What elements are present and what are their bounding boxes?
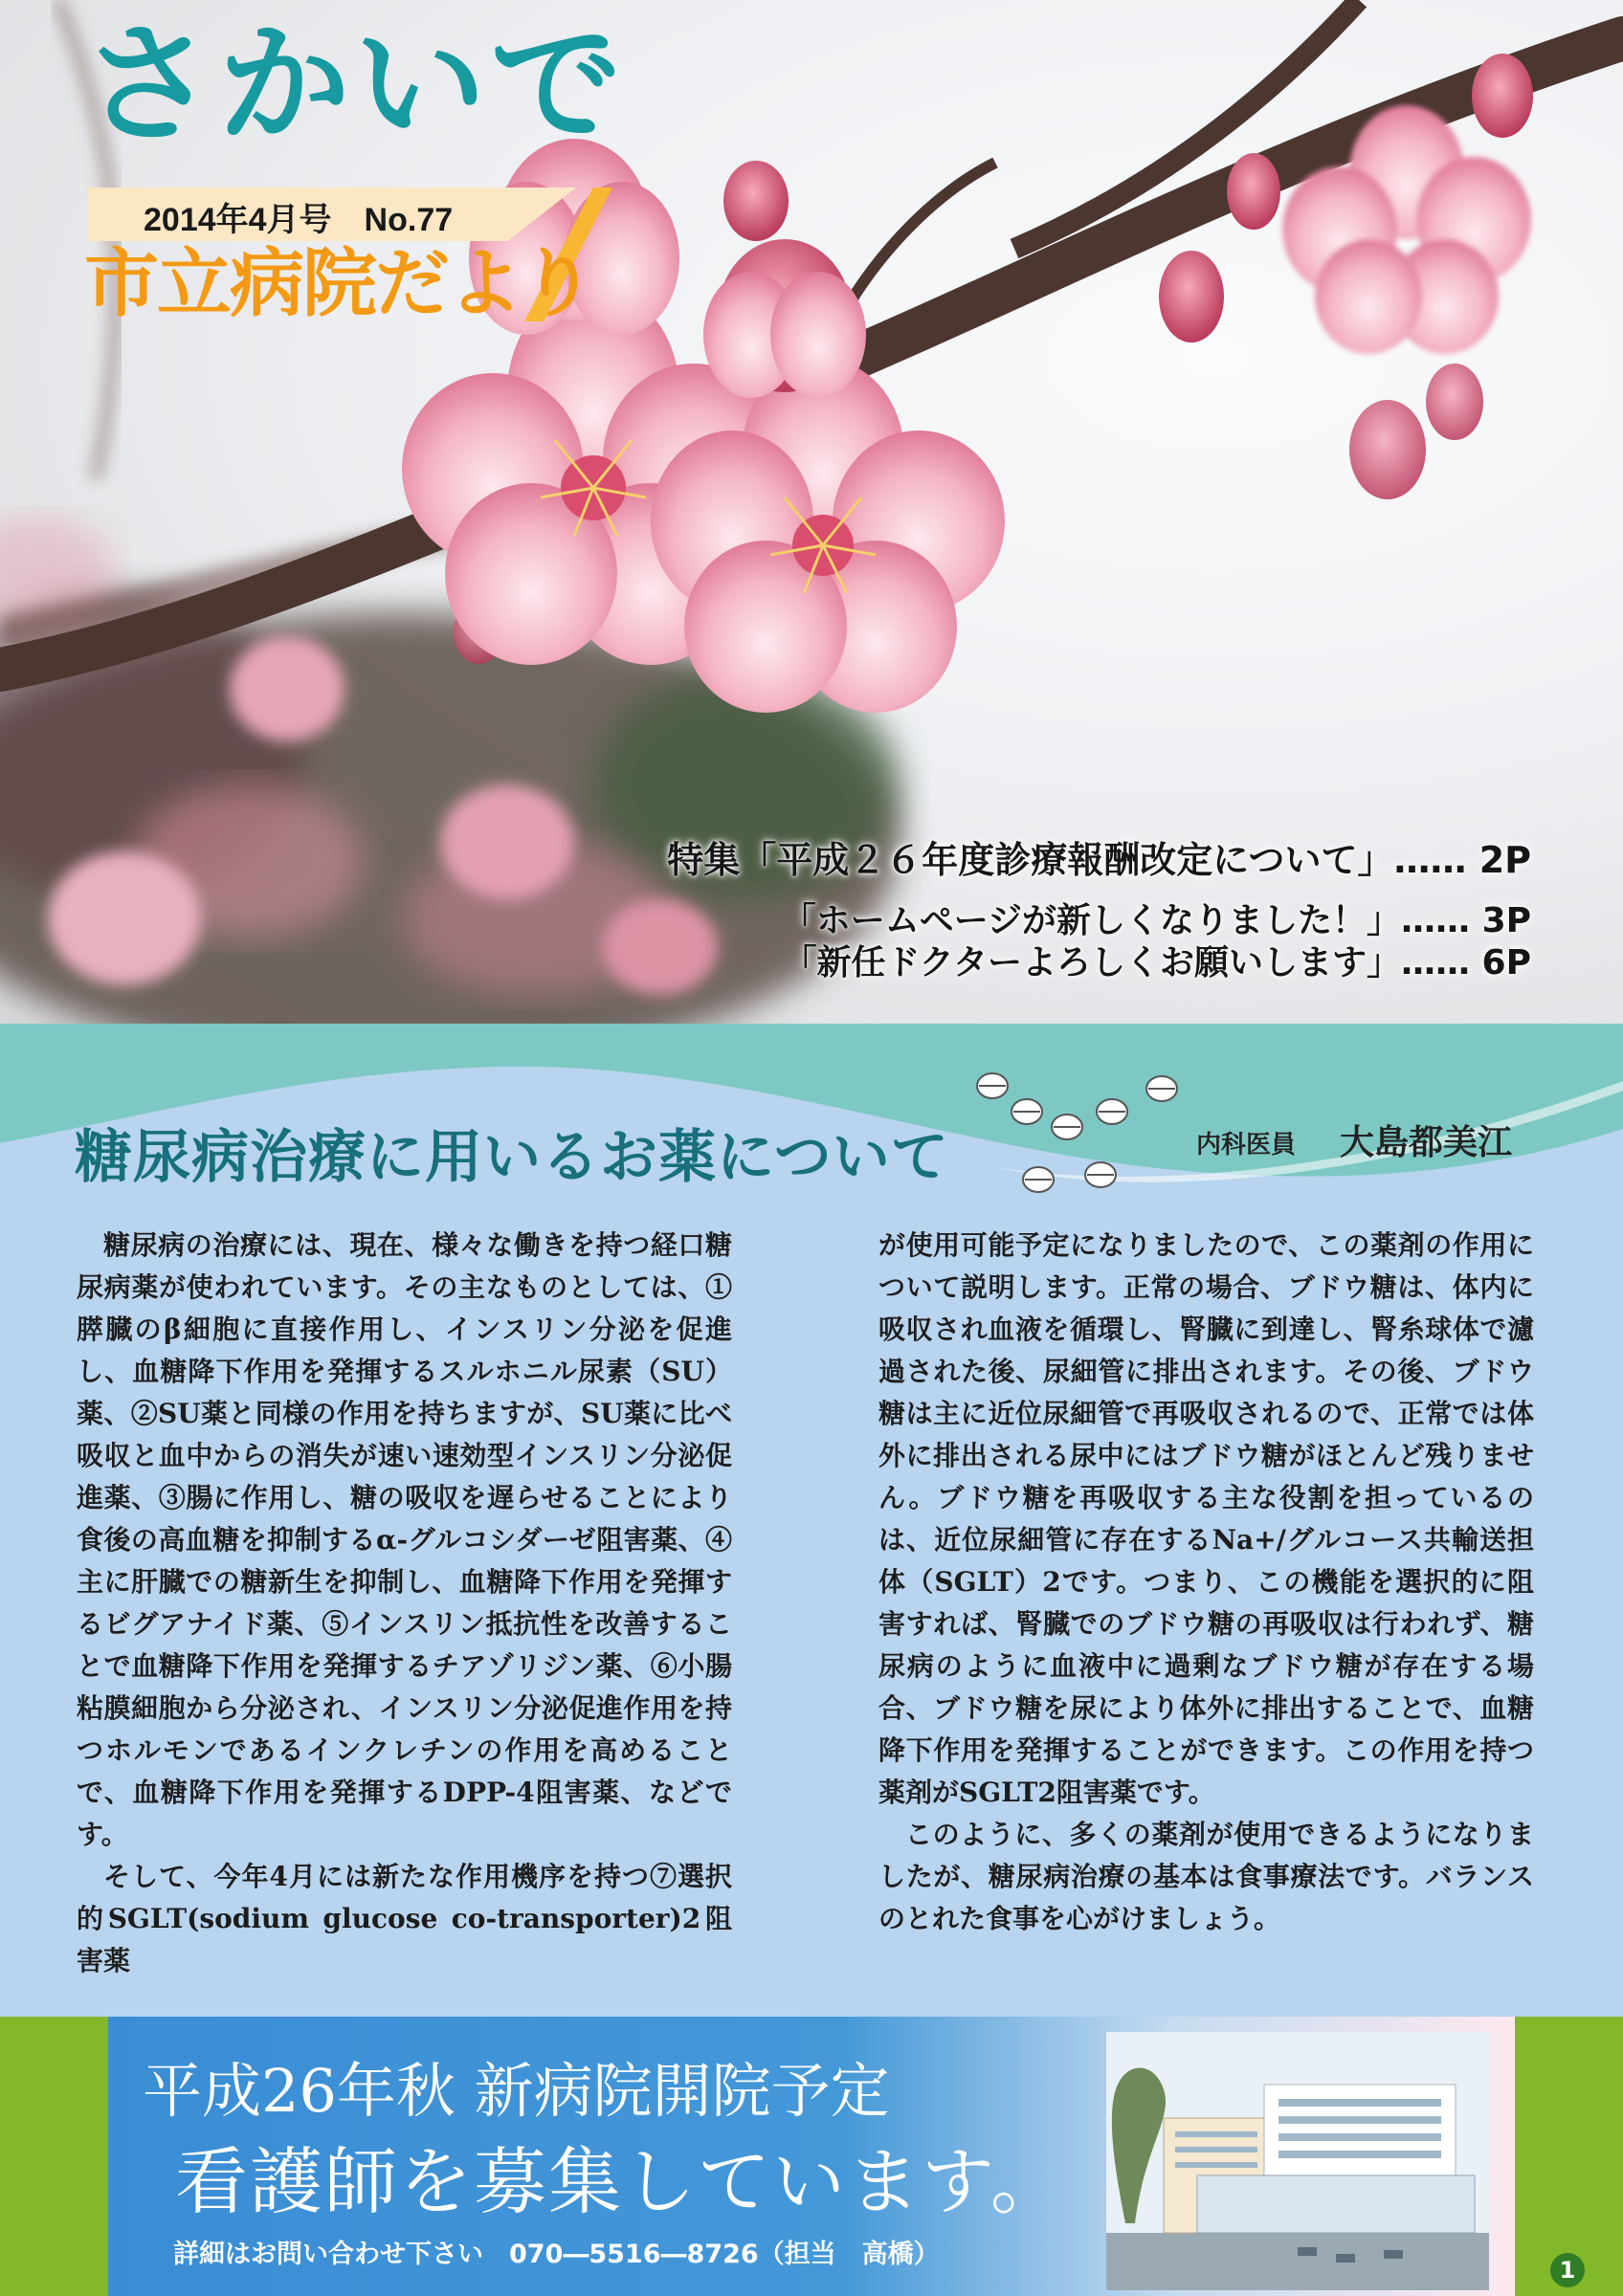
article-paragraph: このように、多くの薬剤が使用できるようになりましたが、糖尿病治療の基本は食事療法です。バランスのとれた食事を心がけましょう。: [878, 1819, 1534, 1934]
article-paragraph: が使用可能予定になりましたので、この薬剤の作用について説明します。正常の場合、ブドウ糖は、体内に吸収され血液を循環し、腎臓に到達し、腎糸球体で濾過された後、尿細管に排出されます。その後、ブドウ糖は主に近位尿細管で再吸収されるので、正常では体外に排出される尿中にはブドウ糖がほとんど残りません。ブドウ糖を再吸収する主な役割を担っているのは、近位尿細管に存在するNa+/グルコース共輸送担体（SGLT）2です。つまり、この機能を選択的に阻害すれば、腎臓でのブドウ糖の再吸収は行われず、糖尿病のように血液中に過剰なブドウ糖が存在する場合、ブドウ糖を尿により体外に排出することで、血糖降下作用を発揮することができます。この作用を持つ薬剤がSGLT2阻害薬です。: [878, 1229, 1534, 1808]
newsletter-title: さかいで: [82, 8, 627, 162]
newsletter-subtitle: 市立病院だより: [84, 241, 594, 327]
article-title: 糖尿病治療に用いるお薬について: [75, 1124, 949, 1191]
toc-item-feature: 特集「平成２６年度診療報酬改定について」…… 2P: [667, 839, 1531, 881]
toc-item-homepage: 「ホームページが新しくなりました！」…… 3P: [781, 901, 1531, 940]
page-number: 1: [1550, 2253, 1585, 2287]
hospital-building-illustration: [1106, 2032, 1489, 2290]
banner-headline: 平成26年秋 新病院開院予定: [143, 2056, 890, 2126]
author-role: 内科医員: [1196, 1131, 1297, 1159]
article-column-right: [878, 1225, 1534, 1940]
issue-label: 2014年4月号 No.77: [144, 202, 454, 238]
banner-panel: [108, 2017, 1515, 2296]
article-paragraph: 糖尿病の治療には、現在、様々な働きを持つ経口糖尿病薬が使われています。その主なものとしては、①膵臓のβ細胞に直接作用し、インスリン分泌を促進し、血糖降下作用を発揮するスルホニル尿素（SU）薬、②SU薬と同様の作用を持ちますが、SU薬に比べ吸収と血中からの消失が速い速効型インスリン分泌促進薬、③腸に作用し、糖の吸収を遅らせることにより食後の高血糖を抑制するα-グルコシダーゼ阻害薬、④主に肝臓での糖新生を抑制し、血糖降下作用を発揮するビグアナイド薬、⑤インスリン抵抗性を改善することで血糖降下作用を発揮するチアゾリジン薬、⑥小腸粘膜細胞から分泌され、インスリン分泌促進作用を持つホルモンであるインクレチンの作用を高めることで、血糖降下作用を発揮するDPP-4阻害薬、などです。: [77, 1229, 732, 1850]
banner-contact: 詳細はお問い合わせ下さい 070―5516―8726（担当 高橋）: [173, 2240, 940, 2269]
cover-photo-section: [0, 0, 1623, 1024]
article-column-left: [77, 1225, 732, 1982]
toc-item-new-doctors: 「新任ドクターよろしくお願いします」…… 6P: [782, 943, 1531, 982]
recruitment-banner: [0, 2017, 1623, 2296]
article-section: [0, 1024, 1623, 2017]
article-paragraph: そして、今年4月には新たな作用機序を持つ⑦選択的SGLT(sodium glucose co-transporter)2阻害薬: [77, 1861, 732, 1976]
banner-subheadline: 看護師を募集しています。: [175, 2139, 1065, 2224]
author-name: 大島都美江: [1340, 1123, 1513, 1162]
